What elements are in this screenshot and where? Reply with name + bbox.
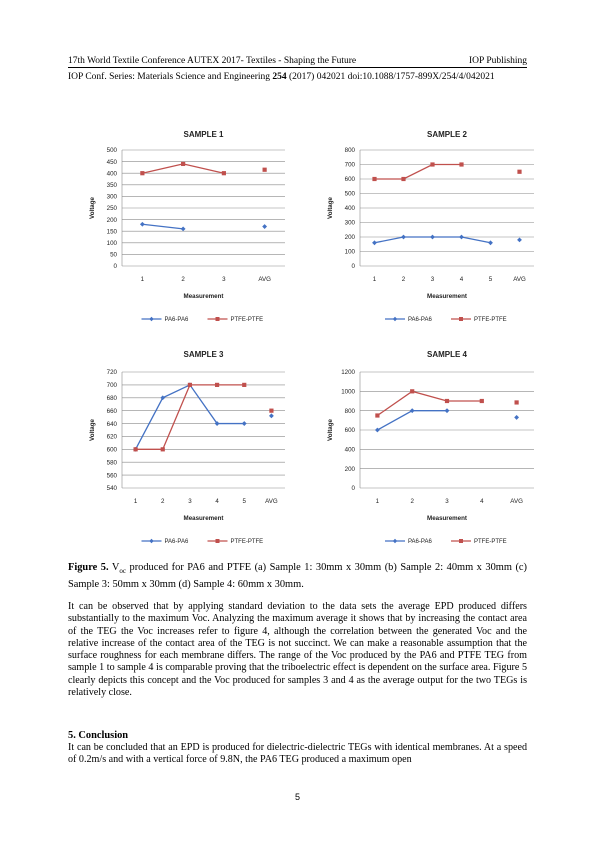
chart-title: SAMPLE 1 — [183, 130, 224, 139]
section-heading: 5. Conclusion — [68, 730, 129, 741]
series-suffix: (2017) 042021 doi:10.1088/1757-899X/254/4/042021 — [286, 72, 495, 82]
y-tick-label: 200 — [344, 234, 355, 242]
y-axis-label: Voltage — [89, 419, 96, 441]
x-tick-label: 2 — [181, 276, 185, 283]
y-tick-label: 50 — [110, 251, 117, 259]
x-tick-label: 1 — [133, 498, 138, 505]
data-point — [181, 162, 185, 166]
y-tick-label: 1200 — [341, 369, 355, 377]
data-point — [160, 395, 165, 400]
legend-label: PTFE-PTFE — [474, 539, 507, 546]
y-tick-label: 350 — [106, 182, 117, 189]
x-axis-label: Measurement — [427, 515, 467, 522]
body-paragraph: It can be observed that by applying standard deviation to the data sets the average EPD produced differs substantially to the maximum Voc. Analyzing the maximum average it shows that by increasing the contact area of the TEG the Voc increases refer to figure 4, although the correlation between the generated Voc and the relative increase of the contact area of the TEG is not succinct. We can make a reasonable assumption that the surface roughness for each membrane differs. The range of the Voc produced by the PA6 and PTFE TEG from sample 1 to sample 4 is comparable proving that the triboelectric effect is dependent on the surface area. Figure 5 clearly depicts this concept and the Voc produced for samples 3 and 4 as the average output for the two TEGs is relatively close. — [68, 601, 527, 699]
data-point — [445, 399, 449, 403]
y-tick-label: 720 — [106, 369, 117, 377]
avg-point — [269, 409, 273, 413]
x-tick-label: 1 — [140, 276, 145, 283]
conclusion-paragraph: It can be concluded that an EPD is produced for dielectric-dielectric TEGs with identical membranes. At a speed of 0.2m/s and with a vertical force of 9.8N, the PA6 TEG produced a maximum open — [68, 742, 527, 766]
y-tick-label: 700 — [344, 161, 355, 169]
x-axis-label: Measurement — [183, 515, 224, 522]
data-point — [372, 177, 376, 181]
header-rule — [68, 67, 527, 68]
data-point — [375, 413, 379, 417]
legend-label: PTFE-PTFE — [230, 317, 264, 324]
data-point — [372, 240, 377, 245]
chart-title: SAMPLE 3 — [183, 350, 224, 359]
y-tick-label: 700 — [106, 382, 117, 390]
y-tick-label: 500 — [106, 147, 117, 155]
volume-number: 254 — [272, 72, 287, 82]
figure-caption — [68, 561, 527, 591]
data-point — [242, 383, 246, 387]
data-point — [459, 235, 464, 240]
y-tick-label: 660 — [106, 407, 117, 415]
legend-marker — [393, 539, 397, 543]
y-tick-label: 400 — [344, 446, 355, 454]
legend-marker — [149, 539, 153, 543]
legend-label: PA6-PA6 — [408, 539, 432, 546]
avg-point — [269, 413, 274, 418]
y-tick-label: 400 — [106, 170, 117, 178]
x-tick-label: 5 — [488, 276, 493, 283]
data-point — [410, 408, 415, 413]
series-line-pa6-pa6 — [377, 411, 447, 430]
y-tick-label: 600 — [344, 427, 355, 435]
y-tick-label: 800 — [344, 147, 355, 155]
data-point — [445, 408, 450, 413]
series-line-ptfe-ptfe — [375, 165, 462, 180]
legend-label: PTFE-PTFE — [230, 539, 264, 546]
x-tick-label: 3 — [430, 276, 435, 283]
y-tick-label: 250 — [106, 205, 117, 213]
y-tick-label: 300 — [344, 219, 355, 227]
x-tick-label: AVG — [265, 498, 278, 505]
legend-marker — [149, 317, 153, 321]
caption-text-b: produced for PA6 and PTFE (a) Sample 1: 30mm x 30mm (b) Sample 2: 40mm x 30mm (c) Sample 3: 50mm x 30mm (d) Sample 4: 60mm x 30mm. — [68, 562, 527, 591]
y-tick-label: 100 — [344, 248, 355, 256]
avg-point — [263, 168, 267, 172]
data-point — [222, 171, 226, 175]
x-tick-label: 3 — [222, 276, 226, 283]
data-point — [401, 177, 405, 181]
data-point — [410, 389, 414, 393]
legend-marker — [216, 539, 220, 543]
chart-sample-1 — [80, 125, 295, 340]
data-point — [375, 428, 380, 433]
x-tick-label: 5 — [242, 498, 246, 505]
y-tick-label: 1000 — [341, 388, 355, 396]
chart-title: SAMPLE 2 — [426, 130, 468, 139]
data-point — [430, 162, 434, 166]
y-tick-label: 450 — [106, 158, 117, 166]
x-tick-label: AVG — [510, 498, 523, 505]
y-axis-label: Voltage — [327, 197, 334, 219]
y-tick-label: 100 — [106, 240, 117, 247]
avg-point — [515, 400, 519, 404]
y-tick-label: 640 — [106, 420, 117, 428]
series-line-pa6-pa6 — [142, 224, 183, 229]
y-tick-label: 580 — [106, 459, 117, 467]
chart-sample-4 — [320, 345, 545, 555]
page-number: 5 — [294, 792, 300, 802]
data-point — [161, 447, 165, 451]
legend-marker — [459, 317, 463, 321]
legend-label: PA6-PA6 — [164, 539, 189, 546]
x-tick-label: 4 — [459, 276, 464, 283]
x-tick-label: 2 — [410, 498, 414, 505]
y-tick-label: 620 — [106, 433, 117, 441]
y-tick-label: 400 — [344, 205, 355, 213]
chart-sample-3 — [80, 345, 295, 555]
x-tick-label: AVG — [258, 276, 271, 283]
x-tick-label: 3 — [445, 498, 449, 505]
x-tick-label: AVG — [513, 276, 526, 283]
y-tick-label: 150 — [106, 228, 117, 236]
citation-line — [68, 71, 527, 83]
data-point — [401, 235, 406, 240]
legend-label: PA6-PA6 — [408, 317, 432, 324]
y-tick-label: 680 — [106, 394, 117, 402]
data-point — [181, 226, 186, 231]
y-tick-label: 540 — [106, 485, 117, 493]
data-point — [488, 240, 493, 245]
x-tick-label: 1 — [372, 276, 377, 283]
legend-marker — [216, 317, 220, 321]
data-point — [459, 162, 463, 166]
y-tick-label: 600 — [344, 176, 355, 184]
x-axis-label: Measurement — [427, 293, 467, 300]
avg-point — [517, 170, 521, 174]
y-tick-label: 600 — [106, 446, 117, 454]
y-tick-label: 200 — [106, 216, 117, 224]
avg-point — [262, 224, 267, 229]
x-tick-label: 4 — [215, 498, 219, 505]
y-tick-label: 560 — [106, 472, 117, 480]
y-tick-label: 300 — [106, 193, 117, 201]
data-point — [133, 447, 137, 451]
y-axis-label: Voltage — [89, 197, 96, 219]
x-tick-label: 4 — [480, 498, 484, 505]
y-tick-label: 500 — [344, 190, 355, 198]
series-line-ptfe-ptfe — [377, 391, 481, 415]
data-point — [188, 383, 192, 387]
caption-text-a: V — [108, 562, 120, 573]
y-tick-label: 0 — [113, 263, 117, 271]
data-point — [430, 235, 435, 240]
conference-title: 17th World Textile Conference AUTEX 2017- Textiles - Shaping the Future — [68, 56, 357, 66]
data-point — [140, 222, 145, 227]
data-point — [480, 399, 484, 403]
y-axis-label: Voltage — [327, 419, 334, 441]
x-tick-label: 3 — [188, 498, 192, 505]
chart-sample-2 — [320, 125, 545, 340]
data-point — [140, 171, 144, 175]
y-tick-label: 0 — [351, 263, 355, 271]
avg-point — [517, 238, 522, 243]
x-axis-label: Measurement — [183, 293, 224, 300]
chart-title: SAMPLE 4 — [426, 350, 468, 359]
data-point — [242, 421, 247, 426]
y-tick-label: 800 — [344, 407, 355, 415]
avg-point — [514, 415, 519, 420]
data-point — [215, 383, 219, 387]
x-tick-label: 2 — [401, 276, 406, 283]
y-tick-label: 200 — [344, 465, 355, 473]
y-tick-label: 0 — [351, 485, 355, 493]
x-tick-label: 1 — [375, 498, 380, 505]
legend-marker — [393, 317, 397, 321]
legend-marker — [459, 539, 463, 543]
legend-label: PA6-PA6 — [164, 317, 189, 324]
x-tick-label: 2 — [161, 498, 165, 505]
figure-label: Figure 5. — [68, 562, 109, 573]
publisher-name: IOP Publishing — [469, 56, 527, 66]
caption-subscript: oc — [119, 567, 126, 576]
series-prefix: IOP Conf. Series: Materials Science and Engineering — [68, 72, 273, 82]
legend-label: PTFE-PTFE — [474, 317, 507, 324]
series-line-pa6-pa6 — [136, 385, 245, 449]
